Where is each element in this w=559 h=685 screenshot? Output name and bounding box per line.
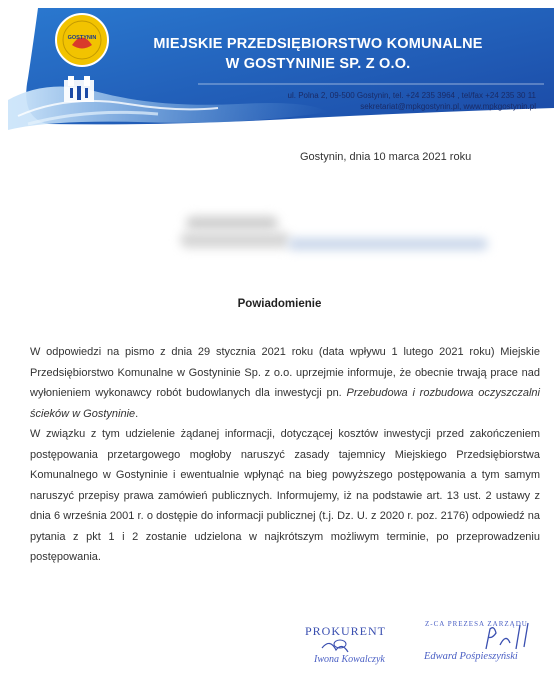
signature-stamp: Z-CA PREZESA ZARZĄDU	[425, 620, 528, 628]
company-name	[108, 34, 528, 74]
document-date: Gostynin, dnia 10 marca 2021 roku	[300, 151, 472, 163]
document-title: Powiadomienie	[237, 298, 322, 310]
signature-vice-president	[420, 615, 550, 670]
town-crest-icon	[62, 74, 96, 106]
letterhead	[8, 8, 554, 130]
signature-name: Iwona Kowalczyk	[314, 654, 385, 665]
redacted-line	[180, 232, 290, 248]
signature-role: PROKURENT	[305, 624, 387, 638]
company-logo	[54, 12, 110, 68]
recipient-address-redacted	[180, 212, 490, 260]
redacted-line	[288, 238, 488, 250]
svg-text:GOSTYNIN: GOSTYNIN	[67, 35, 97, 41]
redacted-line	[186, 216, 278, 230]
company-email-website: sekretariat@mpkgostynin.pl, www.mpkgostynin.pl	[360, 102, 536, 111]
document-body	[30, 342, 540, 568]
company-contact	[288, 90, 536, 112]
body-paragraph-2: W związku z tym udzielenie żądanej informacji, dotyczącej kosztów inwestycji przed zakończeniem postępowania przetargowego mogłoby naruszyć zasady tajemnicy Miejskiego Przedsiębiorstwa Komunalnego w Gostyninie i ewentualnie wpłynąć na bieg powyższego postępowania a tym samym naruszyć przepisy prawa zamówień publicznych. Informujemy, iż na podstawie art. 13 ust. 2 ustawy z dnia 6 września 2001 r. o dostępie do informacji publicznej (t.j. Dz. U. z 2020 r. poz. 2176) odpowiedź na pytania z pkt 1 i 2 zostanie udzielona w najkrótszym możliwym terminie, po przeprowadzeniu postępowania.	[30, 428, 540, 563]
company-name-line2: W GOSTYNINIE SP. Z O.O.	[225, 56, 411, 72]
body-paragraph-1: W odpowiedzi na pismo z dnia 29 stycznia 2021 roku (data wpływu 1 lutego 2021 roku) Miejskie Przedsiębiorstwo Komunalne w Gostyninie Sp. z o.o. uprzejmie informuje, że obecnie trwają prace nad wyłonieniem wykonawcy robót budowlanych dla inwestycji pn. Przebudowa i rozbudowa oczyszczalni ścieków w Gostyninie.	[30, 346, 540, 420]
company-address: ul. Polna 2, 09-500 Gostynin, tel. +24 235 3964 , tel/fax +24 235 30 11	[287, 91, 536, 100]
signature-prokurent	[300, 620, 410, 670]
signature-name: Edward Pośpieszyński	[424, 651, 518, 662]
company-name-line1: MIEJSKIE PRZEDSIĘBIORSTWO KOMUNALNE	[153, 36, 483, 52]
investment-name: Przebudowa i rozbudowa oczyszczalni ścieków w Gostyninie	[30, 387, 540, 420]
